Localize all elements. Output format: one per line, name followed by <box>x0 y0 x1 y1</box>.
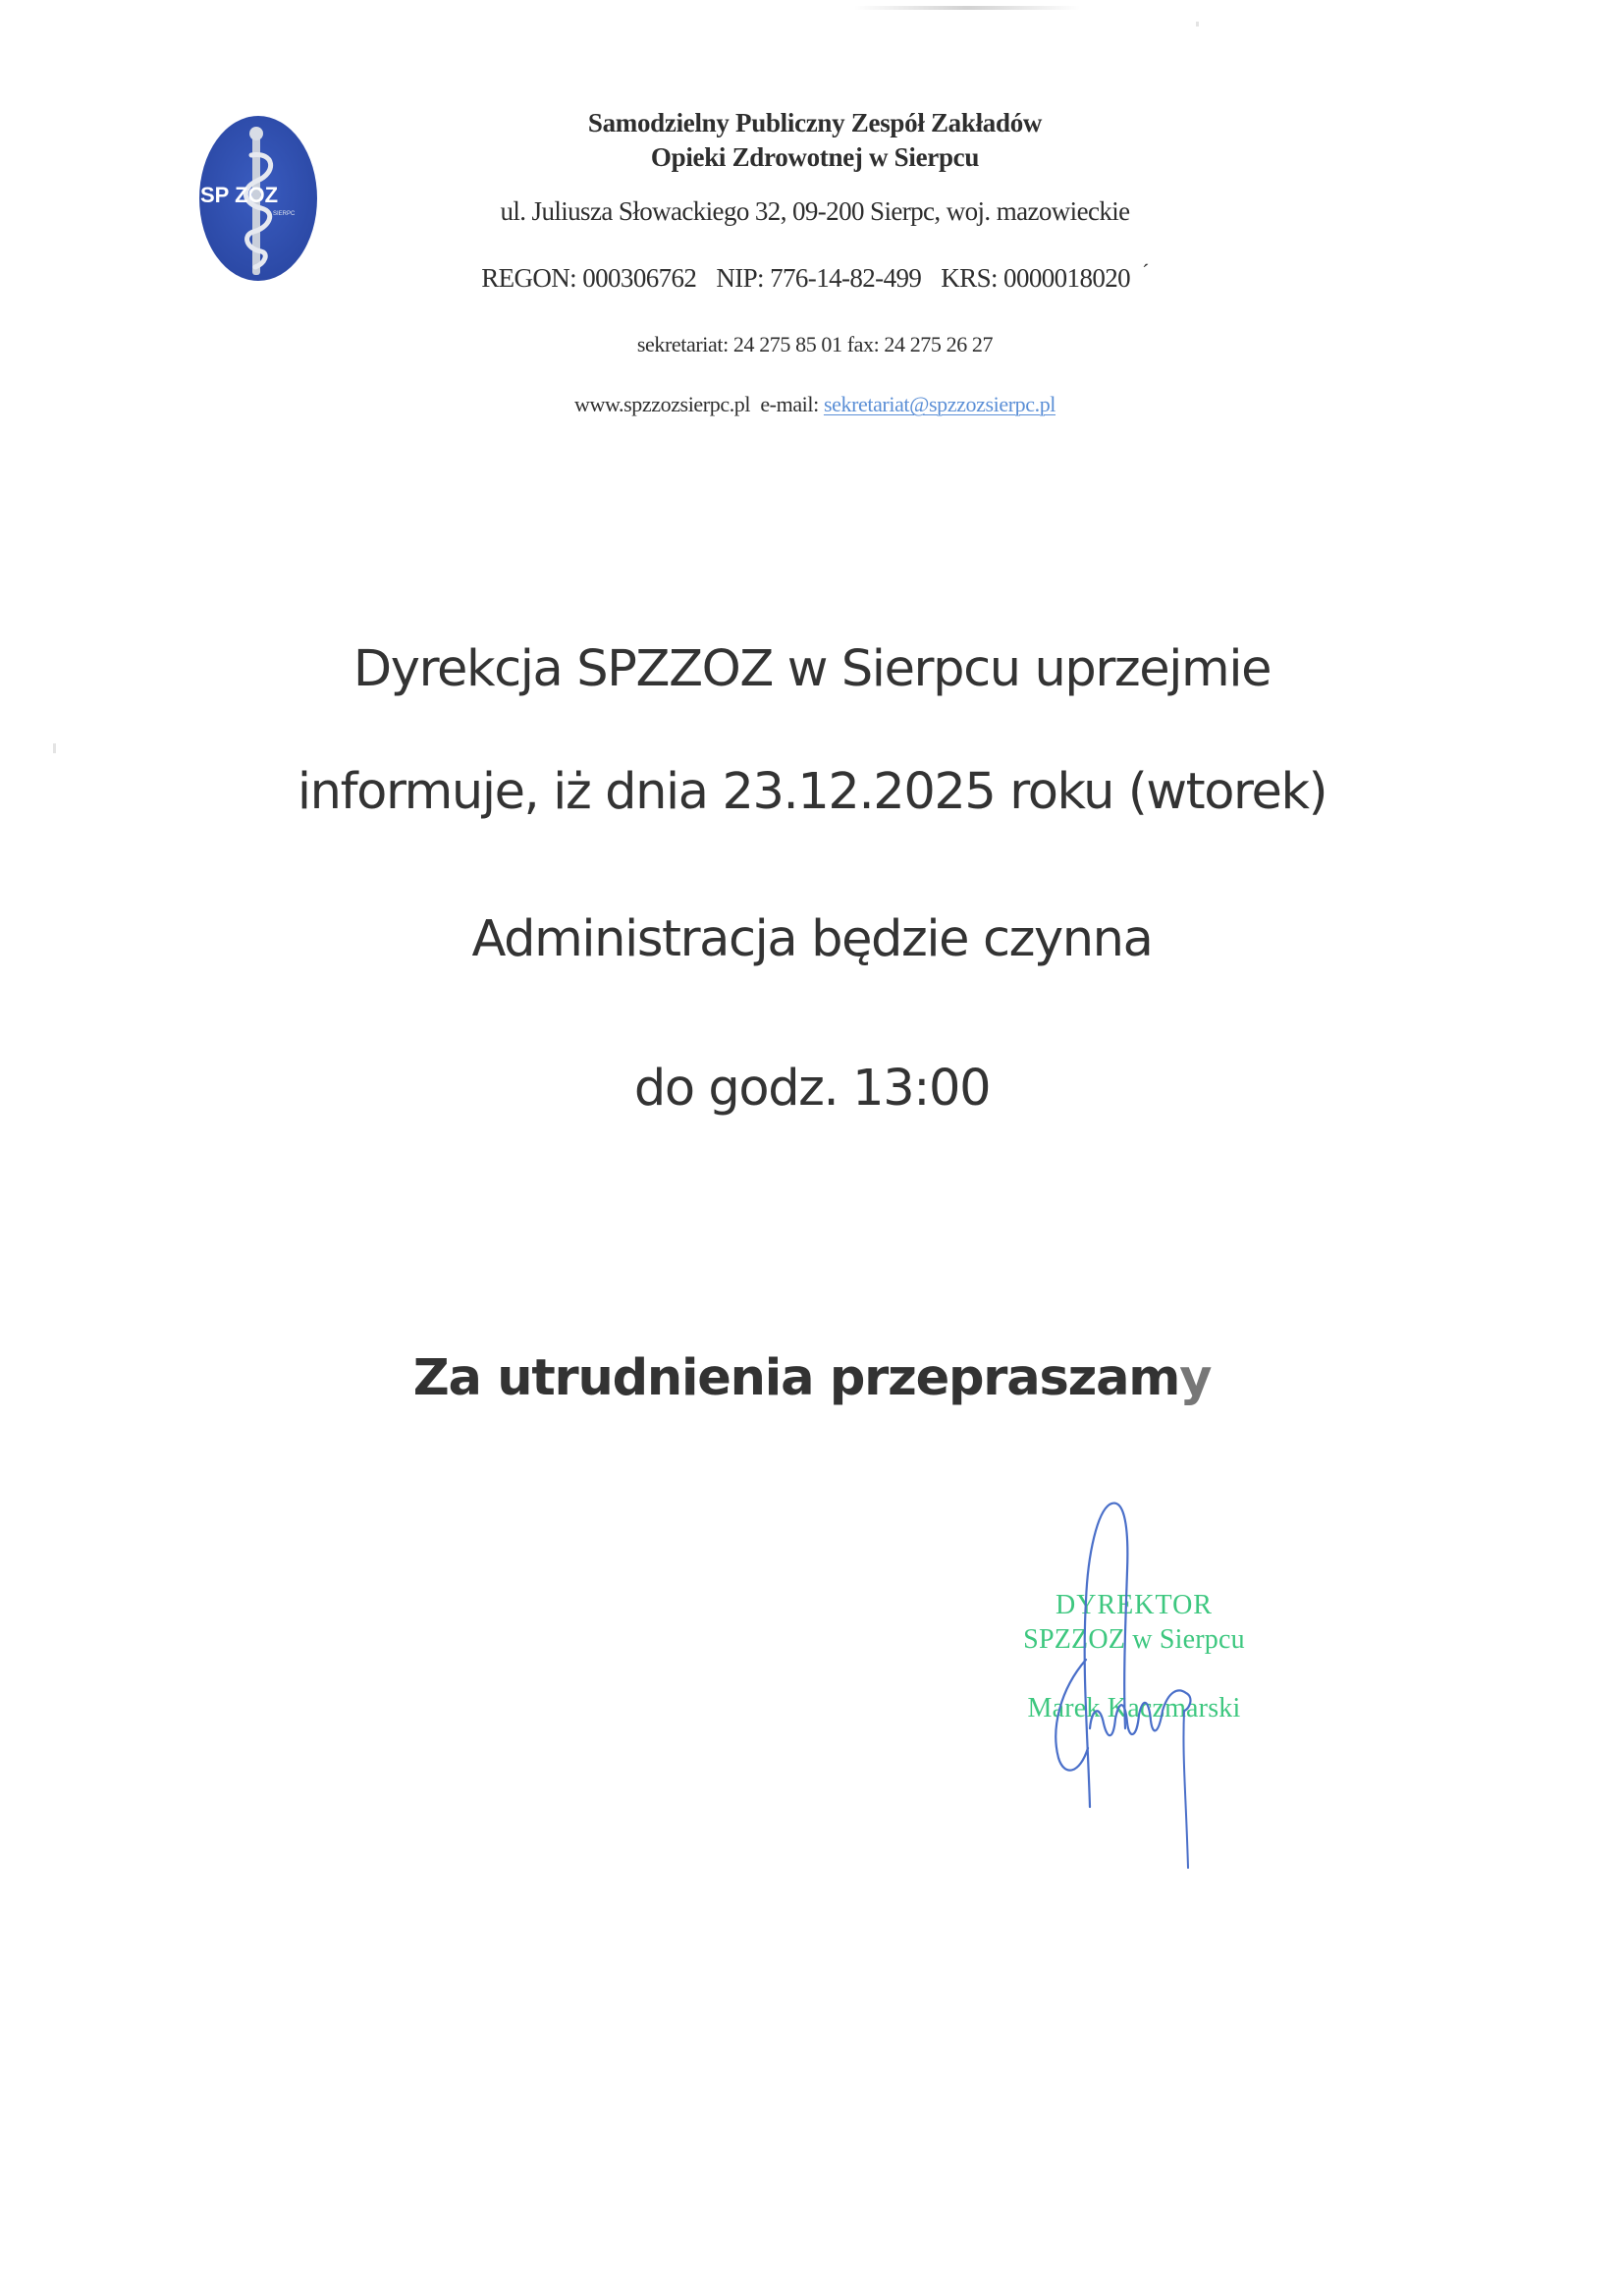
org-name-line-1: Samodzielny Publiczny Zespół Zakładów <box>587 108 1043 137</box>
org-identifiers <box>373 261 1257 297</box>
krs-number: KRS: 0000018020 <box>941 263 1131 293</box>
web-email-line <box>373 391 1257 418</box>
svg-text:SIERPC: SIERPC <box>273 211 296 217</box>
apology-last-char: y <box>1179 1349 1212 1407</box>
regon-number: REGON: 000306762 <box>481 263 697 293</box>
scan-artifact <box>854 6 1080 10</box>
stamp-title: DYREKTOR <box>1056 1590 1213 1620</box>
org-address: ul. Juliusza Słowackiego 32, 09-200 Sierpc, woj. mazowieckie <box>500 196 1130 226</box>
email-label: e-mail: <box>760 392 819 416</box>
scan-artifact <box>1196 22 1199 27</box>
apology-text: Za utrudnienia przepraszam <box>412 1349 1180 1407</box>
org-name-line-2: Opieki Zdrowotnej w Sierpcu <box>650 142 980 172</box>
stray-mark: ´ <box>1142 259 1149 284</box>
phone-fax-line: sekretariat: 24 275 85 01 fax: 24 275 26 27 <box>636 332 994 356</box>
website-link[interactable]: www.spzzozsierpc.pl <box>573 392 751 416</box>
handwritten-signature-icon <box>1021 1483 1257 1876</box>
spzoz-logo-icon <box>196 114 320 283</box>
stamp-organization: SPZZOZ w Sierpcu <box>1023 1624 1245 1655</box>
email-link[interactable]: sekretariat@spzzozsierpc.pl <box>823 392 1056 416</box>
scan-artifact <box>53 743 56 753</box>
notice-line-2: informuje, iż dnia 23.12.2025 roku (wtorek) <box>297 763 1327 821</box>
apology-line <box>0 1347 1624 1410</box>
notice-line-1: Dyrekcja SPZZOZ w Sierpcu uprzejmie <box>352 640 1272 698</box>
svg-text:SP ZOZ: SP ZOZ <box>200 183 279 207</box>
nip-number: NIP: 776-14-82-499 <box>716 263 922 293</box>
notice-line-3: Administracja będzie czynna <box>471 910 1153 968</box>
notice-line-4: do godz. 13:00 <box>633 1060 991 1118</box>
stamp-name: Marek Kaczmarski <box>1027 1693 1241 1723</box>
